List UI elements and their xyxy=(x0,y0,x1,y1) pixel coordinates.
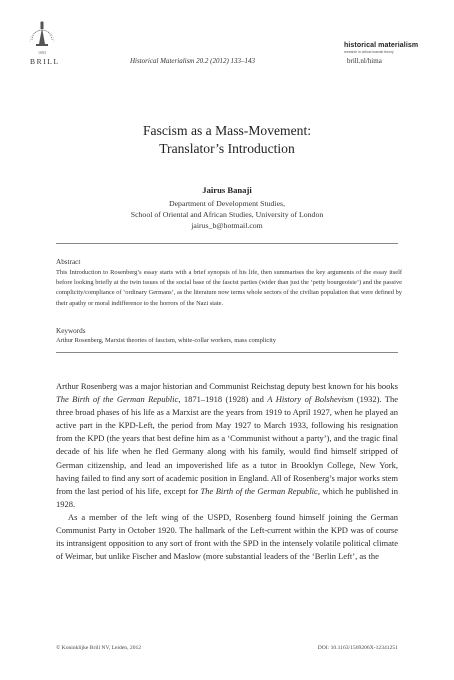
p1-text-d: , which he published in 1928. xyxy=(56,485,399,509)
p1-text-a: Arthur Rosenberg was a major historian and Communist Reichstag deputy best known for his books xyxy=(56,381,398,391)
paragraph-1 xyxy=(56,380,398,511)
author-email[interactable]: jairus_b@hotmail.com xyxy=(191,221,263,230)
journal-tagline: research in critical marxist theory xyxy=(344,50,394,54)
doi[interactable]: DOI: 10.1163/1569206X-12341251 xyxy=(317,645,398,651)
copyright-notice: © Koninklijke Brill NV, Leiden, 2012 xyxy=(56,645,142,651)
p1-italic-birth-2: The Birth of the German Republic xyxy=(200,485,318,496)
rule-bottom xyxy=(56,352,398,353)
paragraph-2: As a member of the left wing of the USPD, Rosenberg found himself joining the German Communist Party in October 1920. The hallmark of the Left-current within the KPD was of course its intransigent opposition to any sort of front with the SPD in the intensely volatile political climate of Weimar, but unlike Fischer and Maslow (more substantial leaders of the ‘Berlin Left’, as the xyxy=(56,511,398,562)
body-text xyxy=(56,380,398,563)
abstract-heading: Abstract xyxy=(56,258,81,266)
affiliation-school: School of Oriental and African Studies, University of London xyxy=(130,210,324,219)
rule-top xyxy=(56,243,398,244)
svg-text:1683: 1683 xyxy=(38,50,46,55)
keywords-text: Arthur Rosenberg, Marxist theories of fascism, white-collar workers, mass complicity xyxy=(56,337,276,344)
author-affiliation xyxy=(0,198,454,231)
affiliation-department: Department of Development Studies, xyxy=(168,199,286,208)
p1-text-b: , 1871–1918 (1928) and xyxy=(178,394,268,405)
keywords-heading: Keywords xyxy=(56,327,86,335)
running-header: Historical Materialism 20.2 (2012) 133–143 xyxy=(130,57,256,65)
title-line-1: Fascism as a Mass-Movement: xyxy=(142,123,311,138)
abstract-text: This Introduction to Rosenberg’s essay starts with a brief synopsis of his life, then summarises the key arguments of the essay itself before looking briefly at the twin issues of the social base of the fascist parties (wider than just the ‘petty bourgeoisie’) and the passive complicity/compliance of ‘ordinary Germans’, as the literature now terms whole sectors of the civilian population that were defined by their apathy or moral indifference to the horrors of the Nazi state. xyxy=(56,269,402,307)
publisher-name: BRILL xyxy=(30,57,60,66)
journal-brand xyxy=(344,42,420,54)
brill-logo-icon xyxy=(28,14,56,58)
author-name: Jairus Banaji xyxy=(202,185,252,195)
p1-italic-bolshevism: A History of Bolshevism xyxy=(267,394,354,405)
article-title xyxy=(0,122,454,158)
p1-text-c: (1932). The three broad phases of his life as a Marxist are the years from 1919 to April 1927, when he played an active part in the KPD-Left, the period from May 1927 to March 1933, following his resignation from the KPD (the years that best define him as a ‘Communist without a party’), and the tragic final decade of his life when he fled Germany along with his family, would find himself stripped of German citizenship, and lead an impoverished life as a tutor in Brooklyn College, New York, having failed to find any sort of academic position in England. All of Rosenberg’s major works stem from the last period of his life, except for xyxy=(56,394,398,496)
journal-name: historical materialism xyxy=(344,42,419,49)
p1-italic-birth: The Birth of the German Republic xyxy=(56,394,179,405)
journal-site-link[interactable]: brill.nl/hima xyxy=(347,57,382,65)
title-line-2: Translator’s Introduction xyxy=(159,141,295,156)
